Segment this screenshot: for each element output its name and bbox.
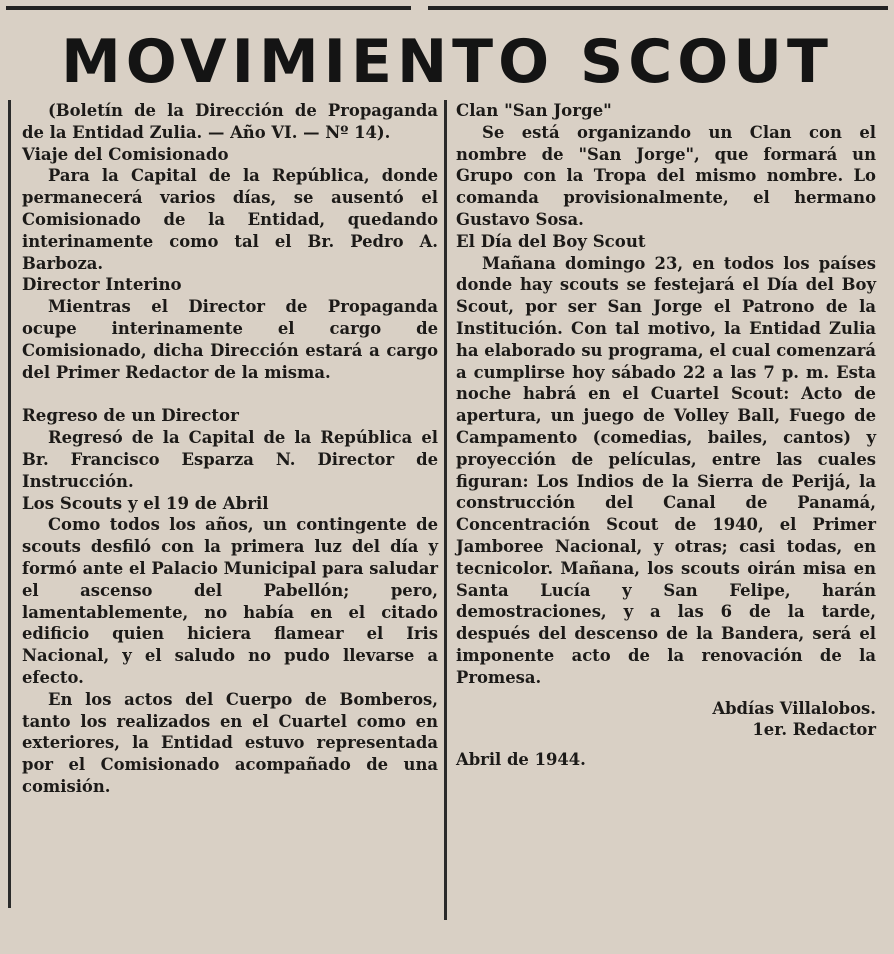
heading-scouts-19-abril: Los Scouts y el 19 de Abril — [22, 492, 269, 513]
right-column — [456, 100, 876, 771]
left-column — [22, 100, 438, 798]
left-border-rule — [8, 100, 11, 908]
heading-viaje-comisionado: Viaje del Comisionado — [22, 143, 229, 164]
heading-clan-san-jorge: Clan "San Jorge" — [456, 100, 612, 120]
body-scouts-19-abril-1: Como todos los años, un contingente de scouts desfiló con la primera luz del día y formó ante el Palacio Municipal para saludar el ascenso del Pabellón; pero, lamentablemente, no había en el citado edificio quien hiciera flamear el Iris Nacional, y el saludo no pudo llevarse a efecto. — [22, 515, 438, 687]
bulletin-note: (Boletín de la Dirección de Propaganda de la Entidad Zulia. — Año VI. — Nº 14). — [22, 101, 438, 142]
body-regreso-director: Regresó de la Capital de la República el Br. Francisco Esparza N. Director de Instrucción. — [22, 428, 438, 491]
spacer — [22, 383, 438, 405]
column-divider — [444, 100, 447, 920]
signature-name: Abdías Villalobos. — [712, 698, 876, 718]
body-director-interino: Mientras el Director de Propaganda ocupe interinamente el cargo de Comisionado, dicha Dirección estará a cargo del Primer Redactor de la misma. — [22, 297, 438, 382]
body-clan-san-jorge: Se está organizando un Clan con el nombre de "San Jorge", que formará un Grupo con la Tropa del mismo nombre. Lo comanda provisionalmente, el hermano Gustavo Sosa. — [456, 122, 876, 229]
signature-role: 1er. Redactor — [752, 720, 876, 740]
body-dia-boy-scout: Mañana domingo 23, en todos los países donde hay scouts se festejará el Día del Boy Scout, por ser San Jorge el Patrono de la Institución. Con tal motivo, la Entidad Zulia ha elaborado su programa, el cual comenzará a cumplirse hoy sábado 22 a las 7 p. m. Esta noche habrá en el Cuartel Scout: Acto de apertura, un juego de Volley Ball, Fuego de Campamento (comedias, bailes, cantos) y proyección de películas, entre las cuales figuran: Los Indios de la Sierra de Perijá, la construcción del Canal de Panamá, Concentración Scout de 1940, el Primer Jamboree Nacional, y otras; casi todas, en tecnicolor. Mañana, los scouts oirán misa en Santa Lucía y San Felipe, harán demostraciones, y a las 6 de la tarde, después del descenso de la Bandera, será el imponente acto de la renovación de la Promesa. — [456, 253, 876, 687]
body-scouts-19-abril-2: En los actos del Cuerpo de Bomberos, tanto los realizados en el Cuartel como en exteriores, la Entidad estuvo representada por el Comisionado acompañado de una comisión. — [22, 689, 438, 796]
heading-regreso-director: Regreso de un Director — [22, 405, 239, 426]
top-rule-right — [428, 6, 888, 10]
article-date: Abril de 1944. — [456, 750, 586, 770]
heading-director-interino: Director Interino — [22, 274, 182, 295]
body-viaje-comisionado: Para la Capital de la República, donde permanecerá varios días, se ausentó el Comisionado de la Entidad, quedando interinamente como tal el Br. Pedro A. Barboza. — [22, 166, 438, 273]
top-rule-left — [6, 6, 411, 10]
masthead-title: MOVIMIENTO SCOUT — [61, 27, 833, 97]
heading-dia-boy-scout: El Día del Boy Scout — [456, 230, 646, 251]
